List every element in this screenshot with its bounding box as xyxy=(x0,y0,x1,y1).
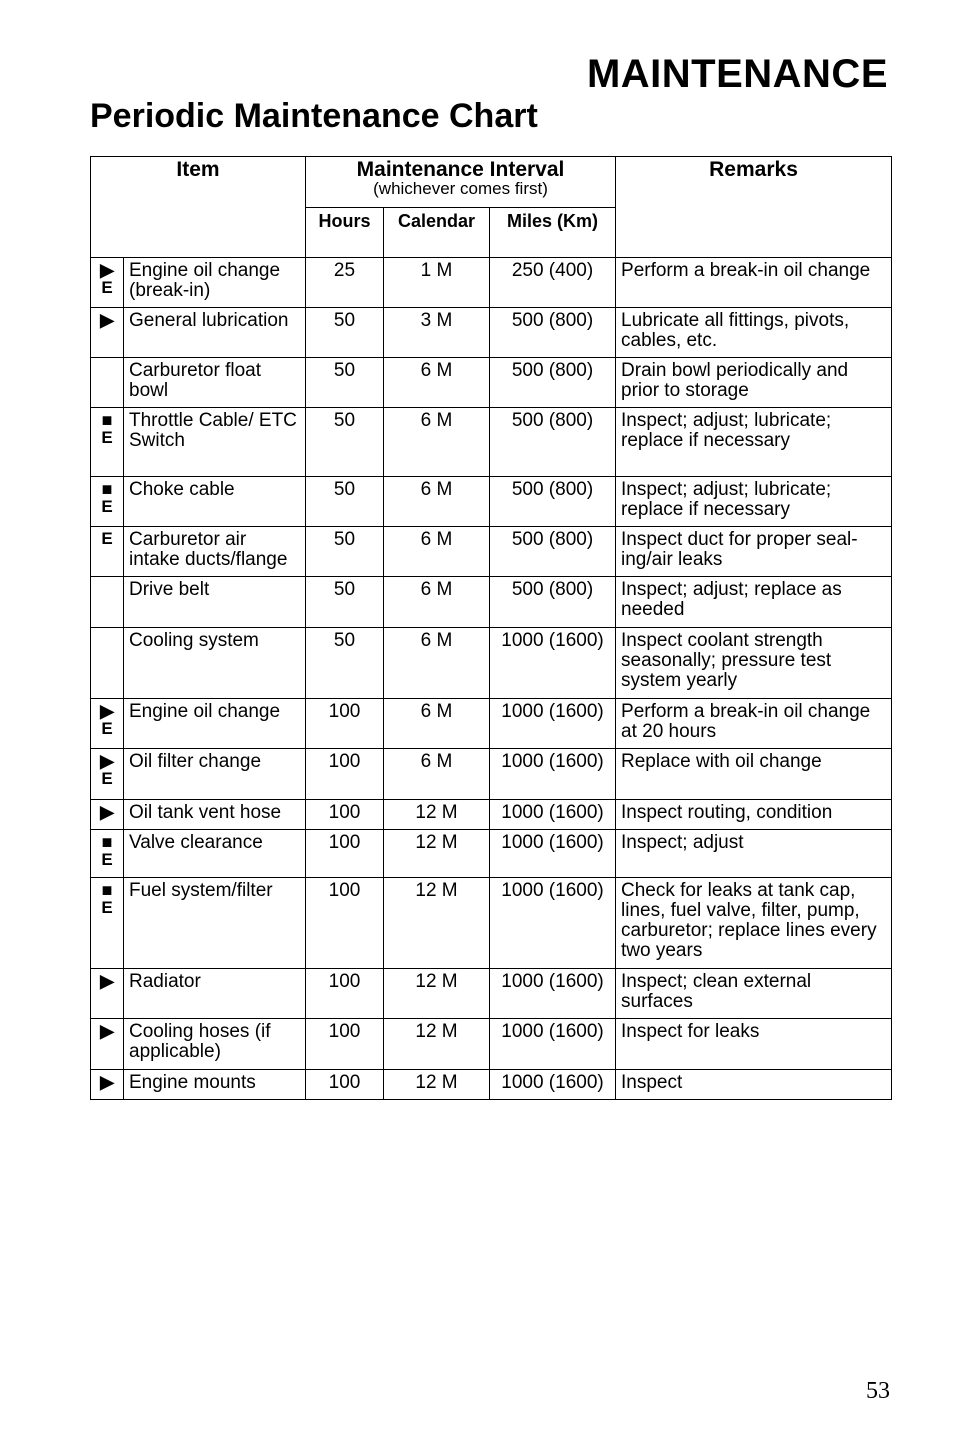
table-row xyxy=(91,800,892,830)
miles-cell: 1000 (1600) xyxy=(490,969,616,1019)
miles-cell: 500 (800) xyxy=(490,577,616,628)
item-cell: Oil tank vent hose xyxy=(124,800,306,830)
interval-header-note: (whichever comes first) xyxy=(373,179,548,198)
item-cell: Carburetor float bowl xyxy=(124,358,306,408)
calendar-cell: 6 M xyxy=(384,699,490,749)
hours-cell: 50 xyxy=(306,408,384,477)
calendar-cell: 6 M xyxy=(384,477,490,527)
symbol-cell xyxy=(91,969,124,1019)
remarks-cell: Inspect xyxy=(616,1070,892,1100)
item-cell: Engine oil change (break-in) xyxy=(124,258,306,308)
remarks-cell: Perform a break-in oil change at 20 hours xyxy=(616,699,892,749)
section-title: MAINTENANCE xyxy=(586,52,888,96)
item-cell: Fuel system/filter xyxy=(124,878,306,969)
square-icon: ■ xyxy=(101,410,113,430)
symbol-cell xyxy=(91,800,124,830)
symbol-cell xyxy=(91,878,124,969)
item-header: Item xyxy=(91,157,306,258)
symbol-cell xyxy=(91,527,124,577)
hours-cell: 100 xyxy=(306,1070,384,1100)
symbol-cell xyxy=(91,408,124,477)
hours-cell: 50 xyxy=(306,358,384,408)
symbol-cell xyxy=(91,1070,124,1100)
table-row xyxy=(91,527,892,577)
miles-cell: 500 (800) xyxy=(490,477,616,527)
triangle-right-icon: ▶ xyxy=(100,1072,114,1092)
hours-cell: 100 xyxy=(306,749,384,800)
hours-cell: 100 xyxy=(306,878,384,969)
table-row xyxy=(91,628,892,699)
item-cell: Oil filter change xyxy=(124,749,306,800)
page-number: 53 xyxy=(866,1378,890,1404)
symbol-cell xyxy=(91,830,124,878)
item-cell: Cooling hoses (if applicable) xyxy=(124,1019,306,1070)
calendar-cell: 12 M xyxy=(384,800,490,830)
remarks-cell: Lubricate all fittings, pivots, cables, etc. xyxy=(616,308,892,358)
symbol-cell xyxy=(91,308,124,358)
miles-cell: 1000 (1600) xyxy=(490,749,616,800)
hours-header: Hours xyxy=(306,208,384,258)
miles-cell: 1000 (1600) xyxy=(490,699,616,749)
interval-header-label: Maintenance Interval xyxy=(356,158,565,181)
miles-cell: 1000 (1600) xyxy=(490,830,616,878)
item-cell: Valve clearance xyxy=(124,830,306,878)
table-row xyxy=(91,408,892,477)
symbol-cell xyxy=(91,477,124,527)
miles-cell: 500 (800) xyxy=(490,358,616,408)
calendar-cell: 12 M xyxy=(384,830,490,878)
hours-cell: 50 xyxy=(306,527,384,577)
emission-marker: E xyxy=(101,769,113,788)
calendar-cell: 12 M xyxy=(384,1070,490,1100)
miles-cell: 500 (800) xyxy=(490,408,616,477)
table-row xyxy=(91,358,892,408)
calendar-cell: 6 M xyxy=(384,527,490,577)
symbol-cell xyxy=(91,577,124,628)
hours-cell: 50 xyxy=(306,628,384,699)
calendar-cell: 12 M xyxy=(384,1019,490,1070)
triangle-right-icon: ▶ xyxy=(100,751,114,771)
remarks-cell: Inspect duct for proper seal-ing/air leaks xyxy=(616,527,892,577)
item-cell: General lubrication xyxy=(124,308,306,358)
item-cell: Drive belt xyxy=(124,577,306,628)
miles-cell: 1000 (1600) xyxy=(490,1019,616,1070)
remarks-cell: Inspect; adjust; replace as needed xyxy=(616,577,892,628)
remarks-cell: Inspect; adjust; lubricate; replace if necessary xyxy=(616,477,892,527)
table-body xyxy=(91,258,892,1100)
remarks-cell: Check for leaks at tank cap, lines, fuel valve, filter, pump, carburetor; replace lines every two years xyxy=(616,878,892,969)
calendar-cell: 12 M xyxy=(384,878,490,969)
table-row xyxy=(91,308,892,358)
item-cell: Carburetor air intake ducts/flange xyxy=(124,527,306,577)
calendar-cell: 6 M xyxy=(384,358,490,408)
remarks-cell: Inspect routing, condition xyxy=(616,800,892,830)
calendar-cell: 6 M xyxy=(384,408,490,477)
triangle-right-icon: ▶ xyxy=(100,802,114,822)
calendar-cell: 6 M xyxy=(384,749,490,800)
emission-marker: E xyxy=(101,719,113,738)
remarks-cell: Perform a break-in oil change xyxy=(616,258,892,308)
hours-cell: 25 xyxy=(306,258,384,308)
miles-cell: 500 (800) xyxy=(490,527,616,577)
miles-cell: 500 (800) xyxy=(490,308,616,358)
item-cell: Cooling system xyxy=(124,628,306,699)
remarks-cell: Inspect coolant strength seasonally; pressure test system yearly xyxy=(616,628,892,699)
interval-header xyxy=(306,157,616,208)
remarks-cell: Inspect; adjust xyxy=(616,830,892,878)
calendar-cell: 3 M xyxy=(384,308,490,358)
hours-cell: 100 xyxy=(306,969,384,1019)
item-cell: Choke cable xyxy=(124,477,306,527)
emission-marker: E xyxy=(101,850,113,869)
emission-marker: E xyxy=(101,278,113,297)
calendar-cell: 6 M xyxy=(384,577,490,628)
hours-cell: 100 xyxy=(306,699,384,749)
calendar-cell: 1 M xyxy=(384,258,490,308)
hours-cell: 50 xyxy=(306,477,384,527)
remarks-cell: Replace with oil change xyxy=(616,749,892,800)
page-title: Periodic Maintenance Chart xyxy=(90,97,538,135)
triangle-right-icon: ▶ xyxy=(100,701,114,721)
table-row xyxy=(91,258,892,308)
emission-marker: E xyxy=(101,898,113,917)
hours-cell: 50 xyxy=(306,308,384,358)
remarks-cell: Inspect; adjust; lubricate; replace if necessary xyxy=(616,408,892,477)
triangle-right-icon: ▶ xyxy=(100,260,114,280)
table-row xyxy=(91,1019,892,1070)
miles-cell: 250 (400) xyxy=(490,258,616,308)
triangle-right-icon: ▶ xyxy=(100,310,114,330)
maintenance-table xyxy=(90,156,892,1100)
item-cell: Radiator xyxy=(124,969,306,1019)
table-row xyxy=(91,969,892,1019)
square-icon: ■ xyxy=(101,479,113,499)
miles-cell: 1000 (1600) xyxy=(490,800,616,830)
miles-header: Miles (Km) xyxy=(490,208,616,258)
table-row xyxy=(91,1070,892,1100)
triangle-right-icon: ▶ xyxy=(100,971,114,991)
table-row xyxy=(91,830,892,878)
square-icon: ■ xyxy=(101,880,113,900)
emission-marker: E xyxy=(101,497,113,516)
table-row xyxy=(91,699,892,749)
calendar-cell: 12 M xyxy=(384,969,490,1019)
calendar-header: Calendar xyxy=(384,208,490,258)
miles-cell: 1000 (1600) xyxy=(490,878,616,969)
table-row xyxy=(91,878,892,969)
item-cell: Engine mounts xyxy=(124,1070,306,1100)
table-row xyxy=(91,577,892,628)
symbol-cell xyxy=(91,699,124,749)
table-row xyxy=(91,749,892,800)
emission-marker: E xyxy=(101,428,113,447)
square-icon: ■ xyxy=(101,832,113,852)
symbol-cell xyxy=(91,358,124,408)
table-row xyxy=(91,477,892,527)
hours-cell: 100 xyxy=(306,830,384,878)
symbol-cell xyxy=(91,628,124,699)
item-cell: Engine oil change xyxy=(124,699,306,749)
item-cell: Throttle Cable/ ETC Switch xyxy=(124,408,306,477)
remarks-header: Remarks xyxy=(616,157,892,258)
remarks-cell: Drain bowl periodically and prior to storage xyxy=(616,358,892,408)
miles-cell: 1000 (1600) xyxy=(490,1070,616,1100)
miles-cell: 1000 (1600) xyxy=(490,628,616,699)
hours-cell: 100 xyxy=(306,800,384,830)
remarks-cell: Inspect for leaks xyxy=(616,1019,892,1070)
hours-cell: 50 xyxy=(306,577,384,628)
symbol-cell xyxy=(91,1019,124,1070)
triangle-right-icon: ▶ xyxy=(100,1021,114,1041)
symbol-cell xyxy=(91,749,124,800)
remarks-cell: Inspect; clean external surfaces xyxy=(616,969,892,1019)
symbol-cell xyxy=(91,258,124,308)
calendar-cell: 6 M xyxy=(384,628,490,699)
hours-cell: 100 xyxy=(306,1019,384,1070)
emission-marker: E xyxy=(101,529,113,548)
